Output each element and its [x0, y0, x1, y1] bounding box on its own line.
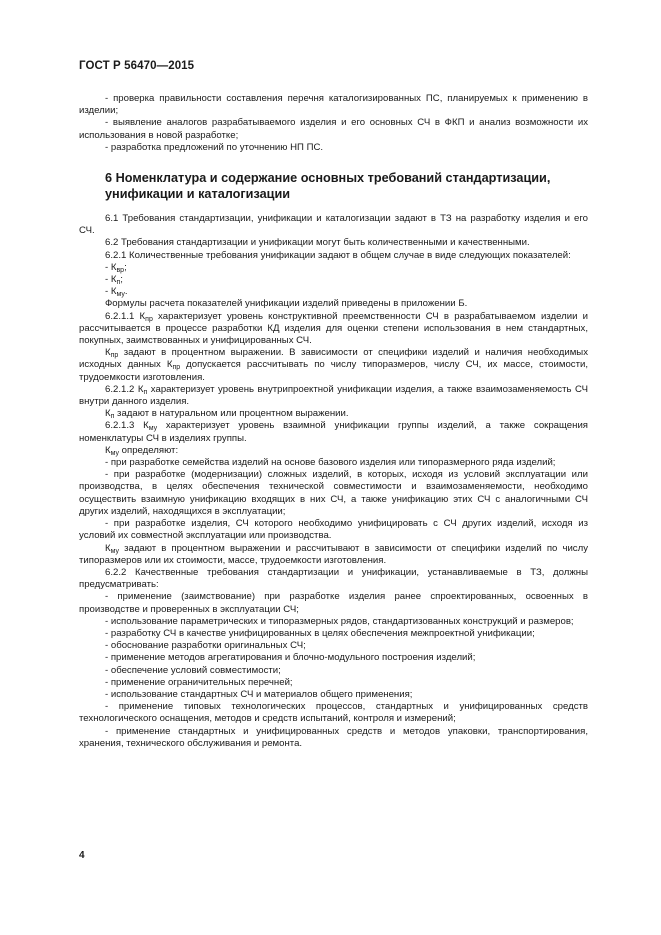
paragraph: 6.2.1.1 $К_{пр}$ характеризует уровень конструктивной преемственности СЧ в разрабатываемом изделии и рассчитывается в процессе разработки КД изделия для оценки степени использования в нем стандартных, покупных, заимствованных и унифицированных СЧ.	[79, 310, 589, 347]
paragraph: 6.2.1 Количественные требования унификации задают в общем случае в виде следующих показателей:	[105, 249, 571, 261]
paragraph: - применение типовых технологических процессов, стандартных и унифицированных средств технологического оснащения, методов и средств испытаний, контроля и измерений;	[79, 701, 588, 725]
paragraph: - выявление аналогов разрабатываемого изделия и его основных СЧ в ФКП и анализ возможности их использования в новой разработке;	[79, 117, 588, 141]
paragraph: - применение методов агрегатирования и блочно-модульного построения изделий;	[105, 652, 476, 664]
paragraph: $К_п$ задают в натуральном или процентном выражении.	[105, 408, 349, 421]
paragraph: - разработка предложений по уточнению НП ПС.	[105, 141, 324, 153]
paragraph: - $К_{му}$.	[105, 286, 128, 299]
paragraph: $К_{му}$ определяют:	[105, 444, 179, 457]
paragraph: $К_{пр}$ задают в процентном выражении. В зависимости от специфики изделий и наличия необходимых исходных данных $К_{пр}$ допускается рассчитывать по числу типоразмеров, числу СЧ, их массе, стоимости, трудоемкости изготовления.	[79, 347, 588, 383]
paragraph: 6.2.2 Качественные требования стандартизации и унификации, устанавливаемые в ТЗ, должны предусматривать:	[79, 566, 588, 591]
paragraph: 6.2 Требования стандартизации и унификации могут быть количественными и качественными.	[105, 237, 530, 249]
paragraph: - разработку СЧ в качестве унифицированных в целях обеспечения межпроектной унификации;	[105, 627, 535, 639]
paragraph: - $К_п$;	[105, 274, 123, 287]
paragraph: - применение (заимствование) при разработке изделия ранее спроектированных, освоенных в производстве и проверенных в эксплуатации СЧ;	[79, 591, 588, 615]
paragraph: $К_{му}$ задают в процентном выражении и рассчитывают в зависимости от специфики изделий по числу типоразмеров или их стоимости, массе, трудоемкости изготовления.	[79, 542, 588, 566]
paragraph: - $К_{вр}$;	[105, 261, 127, 274]
paragraph: - при разработке изделия, СЧ которого необходимо унифицировать с СЧ других изделий, исходя из условий их совместной эксплуатации или производства.	[79, 518, 588, 542]
paragraph: - при разработке семейства изделий на основе базового изделия или типоразмерного ряда изделий;	[105, 457, 556, 469]
paragraph: Формулы расчета показателей унификации изделий приведены в приложении Б.	[105, 298, 468, 310]
document-header: ГОСТ Р 56470—2015	[79, 60, 195, 72]
paragraph: - обоснование разработки оригинальных СЧ;	[105, 640, 306, 652]
page-number: 4	[79, 850, 85, 861]
paragraph: - применение стандартных и унифицированных средств и методов упаковки, транспортирования, хранения, технического обслуживания и ремонта.	[79, 725, 588, 749]
paragraph: - проверка правильности составления перечня каталогизированных ПС, планируемых к применению в изделии;	[79, 93, 588, 117]
paragraph: 6.1 Требования стандартизации, унификации и каталогизации задают в ТЗ на разработку изделия и его СЧ.	[79, 213, 588, 237]
section-heading: 6 Номенклатура и содержание основных требований стандартизации, унификации и каталогизации	[105, 171, 551, 202]
paragraph: - при разработке (модернизации) сложных изделий, в которых, исходя из условий эксплуатации или производства, в целях обеспечения технической совместимости и взаимозаменяемости, необходимо осуществить взаимную унификацию входящих в них СЧ, а также унификацию этих СЧ с аналогичными СЧ других изделий, находящихся в эксплуатации;	[79, 469, 588, 517]
paragraph: - применение ограничительных перечней;	[105, 676, 293, 688]
paragraph: - использование параметрических и типоразмерных рядов, стандартизованных конструкций и размеров;	[105, 615, 574, 627]
document-body	[79, 93, 588, 750]
paragraph: - обеспечение условий совместимости;	[105, 664, 281, 676]
paragraph: 6.2.1.3 $К_{му}$ характеризует уровень взаимной унификации группы изделий, а также сокращения номенклатуры СЧ в изделиях группы.	[79, 420, 588, 444]
paragraph: - использование стандартных СЧ и материалов общего применения;	[105, 688, 413, 700]
paragraph: 6.2.1.2 $К_п$ характеризует уровень внутрипроектной унификации изделия, а также взаимозаменяемость СЧ внутри данного изделия.	[79, 383, 588, 408]
